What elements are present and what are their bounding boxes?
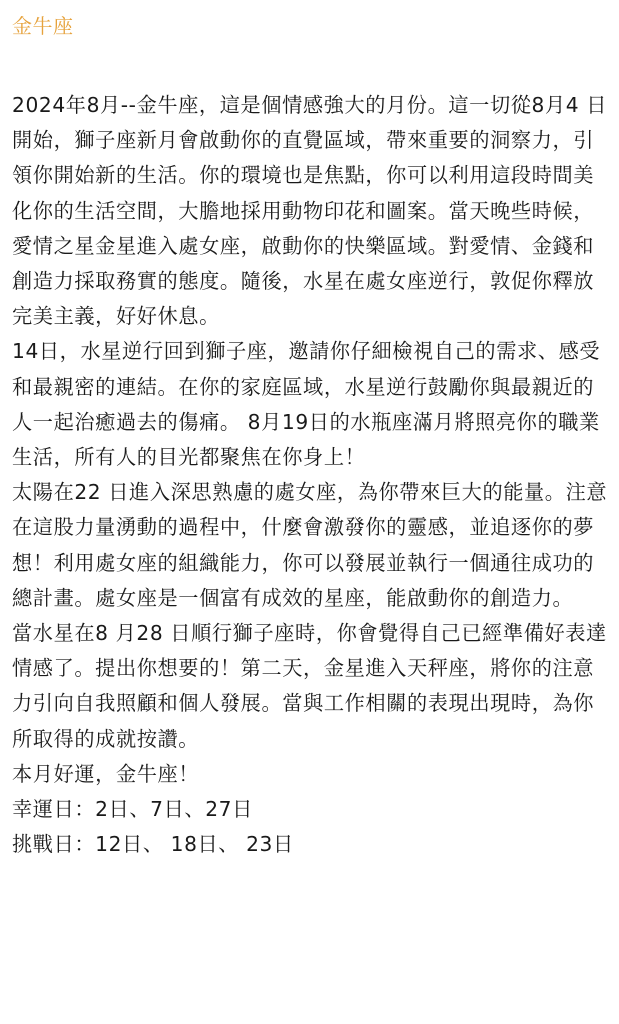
paragraph-intro: 2024年8月--金牛座，這是個情感強大的月份。這一切從8月4 日開始，獅子座新月會啟動你的直覺區域，帶來重要的洞察力，引領你開始新的生活。你的環境也是焦點，你可以利用這段時間美化你的生活空間，大膽地採用動物印花和圖案。當天晚些時候，愛情之星金星進入處女座，啟動你的快樂區域。對愛情、金錢和創造力採取務實的態度。隨後，水星在處女座逆行，敦促你釋放完美主義，好好休息。 (12, 93, 608, 329)
article-body (12, 88, 612, 862)
paragraph-late-month: 太陽在22 日進入深思熟慮的處女座，為你帶來巨大的能量。注意在這股力量湧動的過程中，什麼會激發你的靈感，並追逐你的夢想！利用處女座的組織能力，你可以發展並執行一個通往成功的總計畫。處女座是一個富有成效的星座，能啟動你的創造力。 (12, 480, 608, 610)
challenge-days: 挑戰日：12日、 18日、 23日 (12, 832, 294, 857)
paragraph-mid-month: 14日，水星逆行回到獅子座，邀請你仔細檢視自己的需求、感受和最親密的連結。在你的家庭區域，水星逆行鼓勵你與最親近的人一起治癒過去的傷痛。 8月19日的水瓶座滿月將照亮你的職業生活，所有人的目光都聚焦在你身上！ (12, 339, 601, 470)
article-title: 金牛座 (12, 14, 74, 38)
closing-line: 本月好運，金牛座！ (12, 761, 200, 786)
lucky-days: 幸運日：2日、7日、27日 (12, 797, 253, 822)
paragraph-month-end: 當水星在8 月28 日順行獅子座時，你會覺得自己已經準備好表達情感了。提出你想要的！第二天，金星進入天秤座，將你的注意力引向自我照顧和個人發展。當與工作相關的表現出現時，為你所取得的成就按讚。 (12, 621, 607, 751)
